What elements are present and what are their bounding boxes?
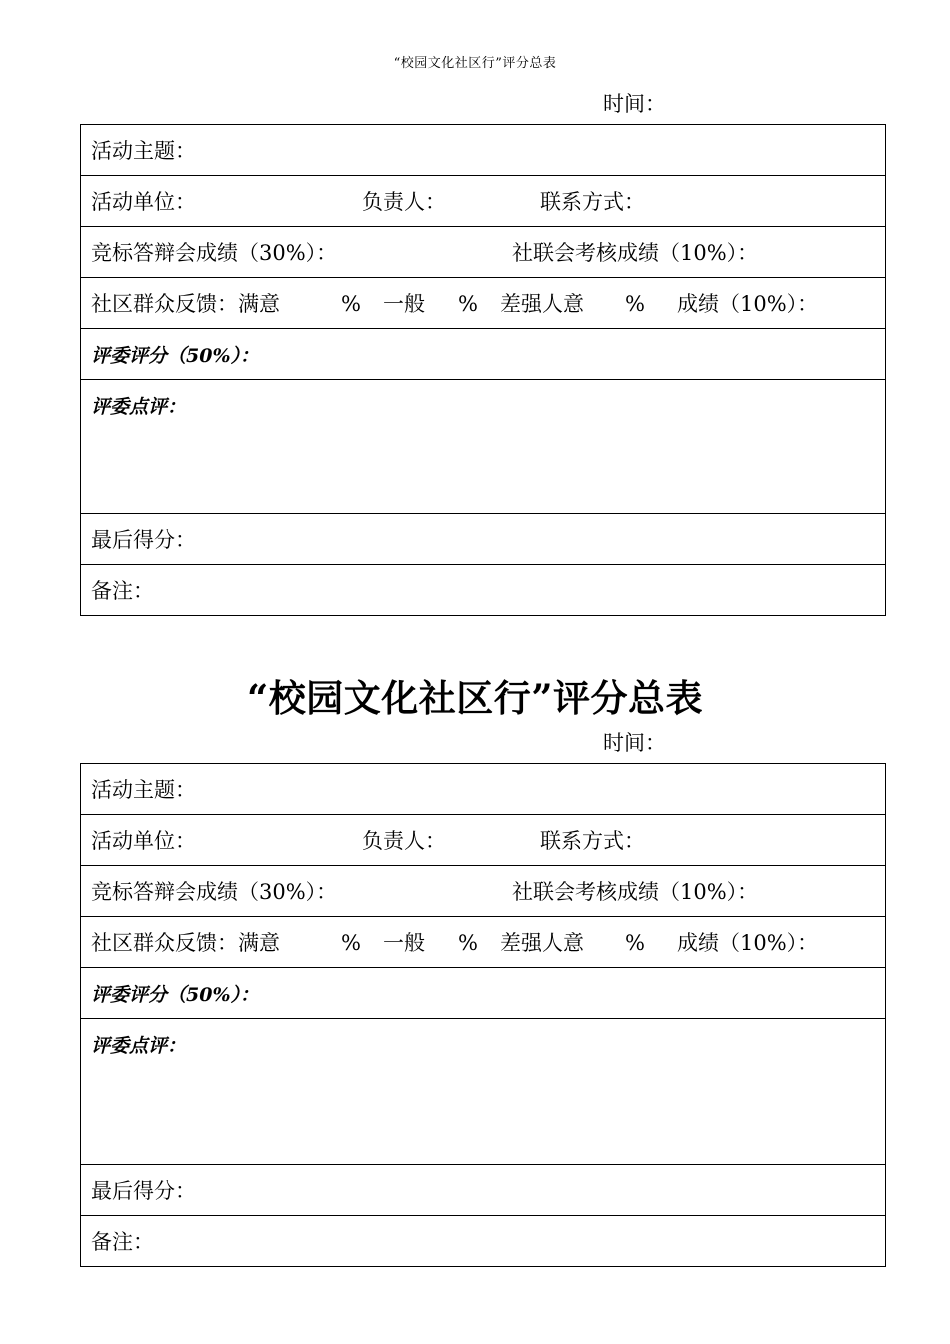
page-header: “校园文化社区行”评分总表 [393, 56, 557, 71]
debate-field[interactable] [81, 866, 886, 917]
page-title: “校园文化社区行”评分总表 [246, 676, 704, 720]
remark-field[interactable] [81, 565, 886, 616]
remark-field[interactable] [81, 1216, 886, 1267]
theme-label: 活动主题： [91, 778, 196, 802]
contact-label: 联系方式： [540, 190, 645, 214]
percent-sign: % [341, 292, 361, 316]
federation-score-label: 社联会考核成绩（10%）： [512, 241, 759, 265]
debate-field[interactable] [81, 227, 886, 278]
theme-field[interactable] [81, 125, 886, 176]
judge-score-label: 评委评分（50%）： [91, 983, 259, 1006]
debate-score-label: 竞标答辩会成绩（30%）： [91, 880, 338, 904]
percent-sign: % [458, 931, 478, 955]
final-score-field[interactable] [81, 1165, 886, 1216]
theme-label: 活动主题： [91, 139, 196, 163]
final-score-field[interactable] [81, 514, 886, 565]
judge-comment-label: 评委点评： [91, 1035, 187, 1057]
score-10-label: 成绩（10%）： [677, 931, 819, 955]
unit-label: 活动单位： [91, 829, 196, 853]
percent-sign: % [341, 931, 361, 955]
barely-label: 差强人意 [500, 931, 584, 955]
form-row-remark [81, 1216, 886, 1267]
judge-comment-field[interactable] [81, 1019, 886, 1165]
judge-score-field[interactable] [81, 329, 886, 380]
judge-comment-label: 评委点评： [91, 396, 187, 418]
form-row-theme [81, 764, 886, 815]
remark-label: 备注： [91, 1230, 154, 1254]
form-row-remark [81, 565, 886, 616]
form-row-theme [81, 125, 886, 176]
general-label: 一般 [383, 931, 425, 955]
form-row-judge-comment [81, 1019, 886, 1165]
general-label: 一般 [383, 292, 425, 316]
judge-comment-field[interactable] [81, 380, 886, 514]
form-row-judge-score [81, 329, 886, 380]
percent-sign: % [458, 292, 478, 316]
contact-label: 联系方式： [540, 829, 645, 853]
feedback-field[interactable] [81, 917, 886, 968]
percent-sign: % [625, 292, 645, 316]
satisfied-label: 社区群众反馈：满意 [91, 292, 280, 316]
form-row-feedback [81, 917, 886, 968]
judge-score-field[interactable] [81, 968, 886, 1019]
unit-label: 活动单位： [91, 190, 196, 214]
federation-score-label: 社联会考核成绩（10%）： [512, 880, 759, 904]
form-row-final-score [81, 1165, 886, 1216]
form-row-feedback [81, 278, 886, 329]
form-row-unit [81, 176, 886, 227]
barely-label: 差强人意 [500, 292, 584, 316]
remark-label: 备注： [91, 579, 154, 603]
form-row-judge-score [81, 968, 886, 1019]
judge-score-label: 评委评分（50%）： [91, 344, 259, 367]
leader-label: 负责人： [362, 829, 446, 853]
score-form-1 [80, 124, 886, 616]
time-label: 时间： [603, 731, 666, 755]
form-row-debate [81, 866, 886, 917]
score-form-2 [80, 763, 886, 1267]
unit-field[interactable] [81, 815, 886, 866]
theme-field[interactable] [81, 764, 886, 815]
feedback-field[interactable] [81, 278, 886, 329]
final-score-label: 最后得分： [91, 1179, 196, 1203]
form-row-final-score [81, 514, 886, 565]
form-row-unit [81, 815, 886, 866]
score-10-label: 成绩（10%）： [677, 292, 819, 316]
time-label: 时间： [603, 92, 666, 116]
final-score-label: 最后得分： [91, 528, 196, 552]
form-row-judge-comment [81, 380, 886, 514]
form-row-debate [81, 227, 886, 278]
unit-field[interactable] [81, 176, 886, 227]
debate-score-label: 竞标答辩会成绩（30%）： [91, 241, 338, 265]
percent-sign: % [625, 931, 645, 955]
satisfied-label: 社区群众反馈：满意 [91, 931, 280, 955]
leader-label: 负责人： [362, 190, 446, 214]
